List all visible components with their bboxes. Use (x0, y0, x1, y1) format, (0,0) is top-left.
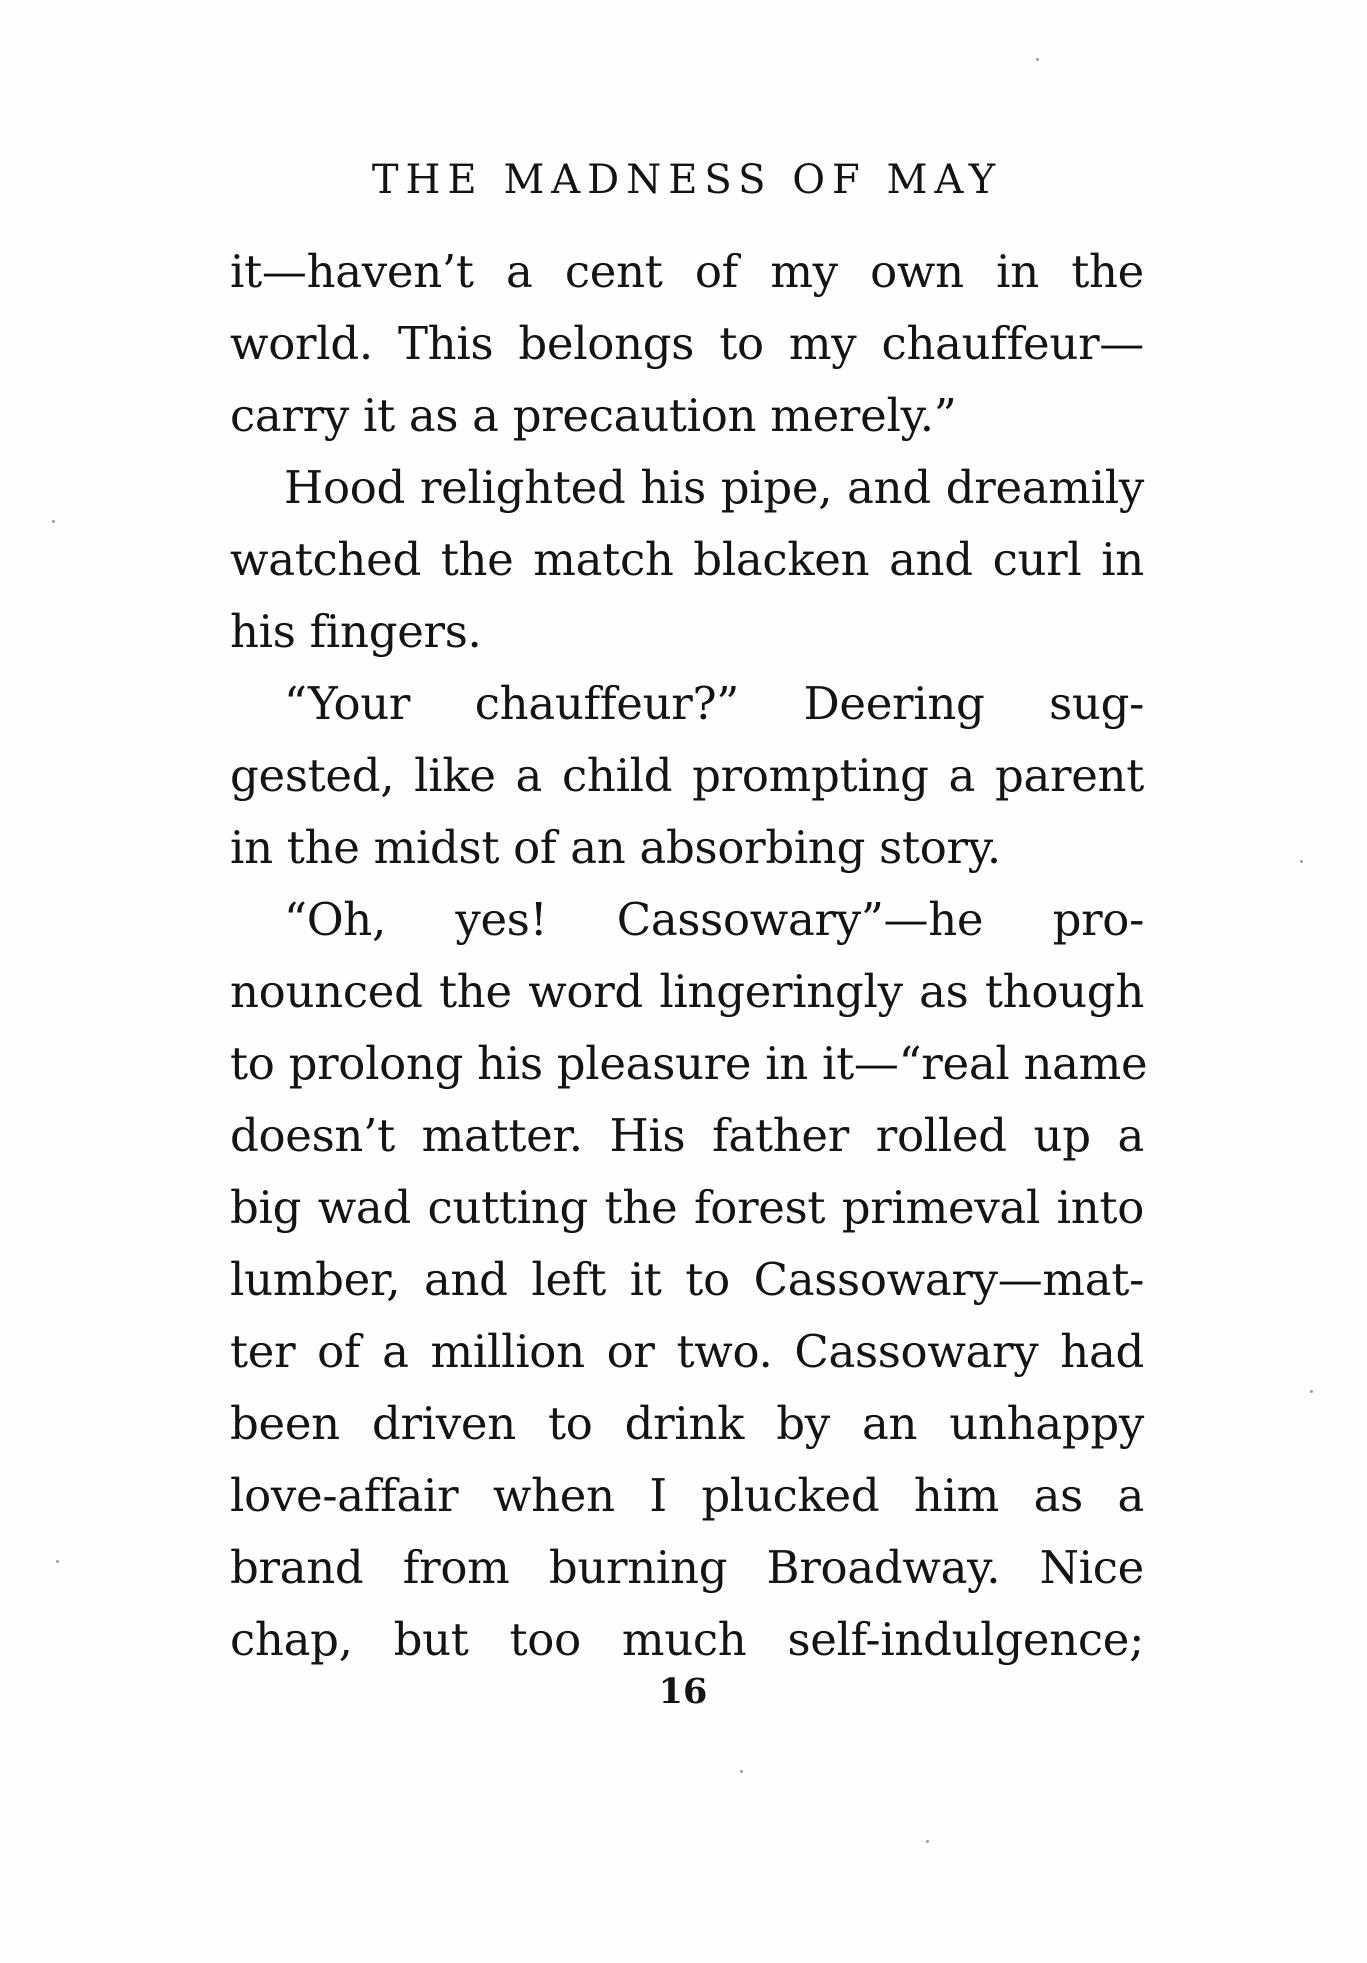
text-line: it—haven’t a cent of my own in the (230, 245, 1144, 298)
text-line: carry it as a precaution merely.” (230, 389, 957, 442)
text-line: nounced the word lingeringly as though (230, 965, 1144, 1018)
text-line: brand from burning Broadway. Nice (230, 1541, 1144, 1594)
text-line: in the midst of an absorbing story. (230, 821, 1001, 874)
text-line: ter of a million or two. Cassowary had (230, 1325, 1144, 1378)
scan-speck (926, 1840, 929, 1843)
text-line: his fingers. (230, 605, 482, 658)
text-line: big wad cutting the forest primeval into (230, 1181, 1144, 1234)
text-line: “Your chauffeur?” Deering sug- (284, 677, 1144, 730)
text-line: lumber, and left it to Cassowary—mat- (230, 1253, 1144, 1306)
scan-speck (56, 1560, 59, 1563)
scan-speck (1310, 1390, 1313, 1393)
scan-speck (52, 520, 55, 523)
text-line: Hood relighted his pipe, and dreamily (284, 461, 1144, 514)
body-text (230, 236, 1148, 1676)
text-line: been driven to drink by an unhappy (230, 1397, 1144, 1450)
text-line: watched the match blacken and curl in (230, 533, 1144, 586)
text-line: world. This belongs to my chauffeur— (230, 317, 1144, 370)
running-head: THE MADNESS OF MAY (371, 157, 1003, 203)
text-line: “Oh, yes! Cassowary”—he pro- (284, 893, 1144, 946)
page-number: 16 (658, 1671, 708, 1712)
text-line: love-affair when I plucked him as a (230, 1469, 1144, 1522)
scan-speck (1300, 860, 1303, 863)
text-line: doesn’t matter. His father rolled up a (230, 1109, 1144, 1162)
text-line: gested, like a child prompting a parent (230, 749, 1144, 802)
text-line: to prolong his pleasure in it—“real name (230, 1037, 1148, 1090)
scan-speck (740, 1770, 743, 1773)
text-line: chap, but too much self-indulgence; (230, 1613, 1144, 1666)
scan-speck (1036, 58, 1039, 61)
